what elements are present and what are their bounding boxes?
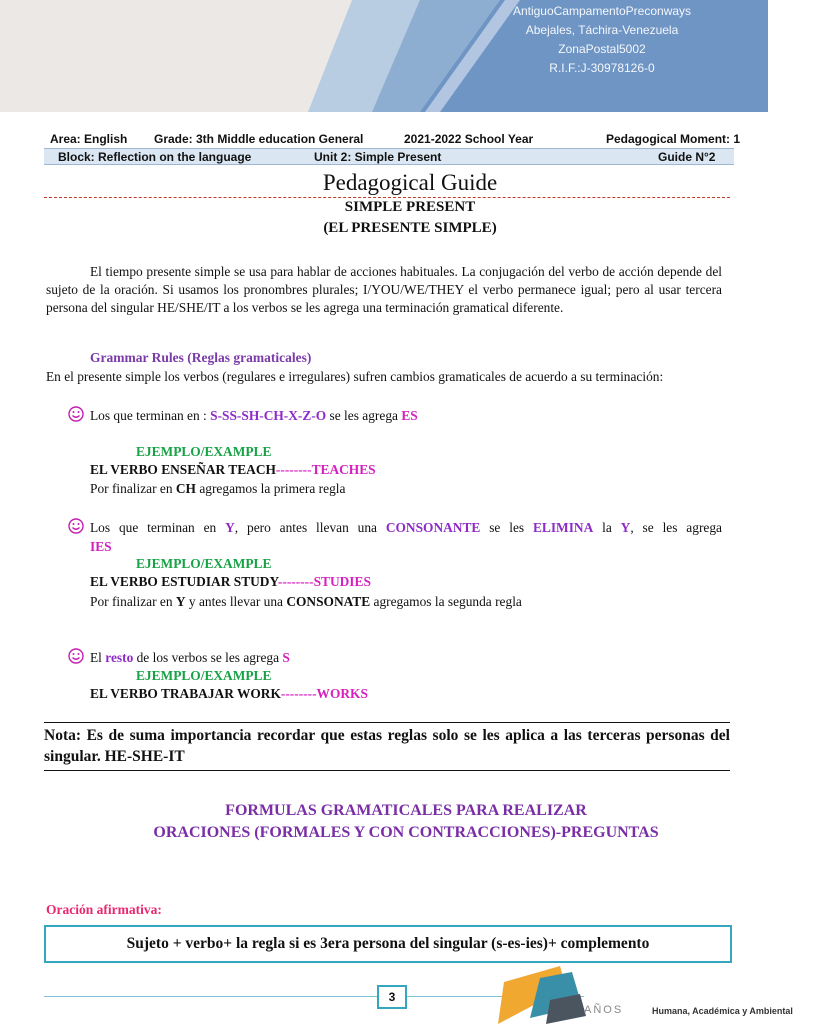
- rule-1-endings: S-SS-SH-CH-X-Z-O: [210, 408, 327, 423]
- grammar-rules-text: En el presente simple los verbos (regulares e irregulares) sufren cambios gramaticales de acuerdo a su terminación:: [46, 369, 664, 384]
- rule-2-explain-c: y antes llevar una: [185, 594, 287, 609]
- smiley-icon: [68, 518, 84, 534]
- rule-2-text-3: se les: [480, 520, 533, 535]
- rule-3-example-result: --------WORKS: [280, 686, 368, 701]
- affirmative-label: Oración afirmativa:: [46, 902, 162, 917]
- footer-logo-shapes: [490, 966, 590, 1024]
- header-banner: [0, 0, 768, 112]
- rule-1-text: Los que terminan en :: [90, 408, 211, 423]
- subtitle-english: SIMPLE PRESENT: [344, 199, 476, 215]
- rule-1-example-result: --------TEACHES: [275, 462, 376, 477]
- rule-3: [90, 650, 290, 666]
- affirmative-formula: Sujeto + verbo+ la regla si es 3era persona del singular (s-es-ies)+ complemento: [44, 925, 732, 963]
- course-info: [44, 131, 741, 165]
- rule-3-text-2: de los verbos se les agrega: [133, 650, 283, 665]
- info-grade: Grade: 3th Middle education General: [154, 132, 364, 146]
- info-moment: Pedagogical Moment: 1: [606, 132, 741, 146]
- rule-1-explain-b: CH: [175, 481, 196, 496]
- address-line-4: R.I.F.:J-30978126-0: [549, 61, 655, 75]
- rule-2-example: [90, 574, 371, 590]
- rule-1-explain-c: agregamos la primera regla: [195, 481, 346, 496]
- rule-2-explain-b: Y: [175, 594, 186, 609]
- info-row-2: [44, 148, 734, 165]
- rule-1-explanation: [90, 481, 345, 497]
- rule-2-text-2: , pero antes llevan una: [234, 520, 386, 535]
- info-guide: Guide N°2: [658, 150, 716, 164]
- smiley-icon: [68, 406, 84, 422]
- info-row-1: [44, 131, 741, 148]
- rule-1-suffix: ES: [401, 408, 418, 423]
- rule-2-example-verb: EL VERBO ESTUDIAR STUDY: [90, 574, 278, 589]
- rule-2-consonante: CONSONANTE: [385, 520, 481, 535]
- rule-2-example-label: EJEMPLO/EXAMPLE: [136, 556, 272, 571]
- rule-2-explain-a: Por finalizar en: [90, 594, 176, 609]
- rule-2-text-1: Los que terminan en: [90, 520, 226, 535]
- school-address: [472, 2, 732, 78]
- important-note: Nota: Es de suma importancia recordar que estas reglas solo se les aplica a las terceras personas del singular. HE-SHE-IT: [44, 722, 730, 771]
- title-underline: [44, 197, 730, 198]
- smiley-icon: [68, 648, 84, 664]
- address-line-3: ZonaPostal5002: [558, 42, 646, 56]
- rule-3-text-1: El: [90, 650, 106, 665]
- info-block: Block: Reflection on the language: [58, 150, 252, 164]
- info-year: 2021-2022 School Year: [404, 132, 534, 146]
- address-line-2: Abejales, Táchira-Venezuela: [525, 23, 679, 37]
- rule-2-explain-d: CONSONATE: [286, 594, 371, 609]
- rule-2-explain-e: agregamos la segunda regla: [370, 594, 522, 609]
- page-number: 3: [377, 985, 407, 1009]
- footer-tagline: Humana, Académica y Ambiental: [652, 1006, 793, 1016]
- grammar-rules-title: Grammar Rules (Reglas gramaticales): [90, 350, 312, 365]
- formulas-title-1: FORMULAS GRAMATICALES PARA REALIZAR: [225, 802, 587, 819]
- page-title: Pedagogical Guide: [322, 170, 498, 195]
- rule-3-example-verb: EL VERBO TRABAJAR WORK: [90, 686, 281, 701]
- rule-1: [90, 408, 418, 424]
- rule-2-text-4: la: [593, 520, 621, 535]
- rule-3-suffix: S: [282, 650, 290, 665]
- footer-logo-text: AÑOS: [584, 1004, 624, 1016]
- rule-1-example-label: EJEMPLO/EXAMPLE: [136, 444, 272, 459]
- rule-1-example: [90, 462, 376, 478]
- rule-2-explanation: [90, 594, 522, 610]
- rule-2-suffix: IES: [90, 539, 112, 554]
- intro-paragraph: El tiempo presente simple se usa para hablar de acciones habituales. La conjugación del verbo de acción depende del sujeto de la oración. Si usamos los pronombres plurales; I/YOU/WE/THEY el verbo permanece igual; pero al usar tercera persona del singular HE/SHE/IT a los verbos se les agrega una terminación gramatical diferente.: [46, 264, 722, 315]
- rule-1-example-verb: EL VERBO ENSEÑAR TEACH: [90, 462, 276, 477]
- rule-2-example-result: --------STUDIES: [277, 574, 371, 589]
- info-area: Area: English: [50, 132, 128, 146]
- rule-2-y-2: Y: [620, 520, 631, 535]
- subtitle-spanish: (EL PRESENTE SIMPLE): [323, 220, 497, 236]
- rule-3-resto: resto: [105, 650, 134, 665]
- rule-1-explain-a: Por finalizar en: [90, 481, 176, 496]
- rule-3-example: [90, 686, 368, 702]
- rule-2: [90, 520, 722, 536]
- rule-3-example-label: EJEMPLO/EXAMPLE: [136, 668, 272, 683]
- address-line-1: AntiguoCampamentoPreconways: [512, 4, 692, 18]
- rule-2-y: Y: [225, 520, 235, 535]
- rule-1-text-b: se les agrega: [326, 408, 402, 423]
- formulas-title-2: ORACIONES (FORMALES Y CON CONTRACCIONES)-PREGUNTAS: [153, 824, 659, 841]
- rule-2-elimina: ELIMINA: [532, 520, 594, 535]
- rule-2-text-5: , se les agrega: [630, 520, 722, 535]
- info-unit: Unit 2: Simple Present: [314, 150, 442, 164]
